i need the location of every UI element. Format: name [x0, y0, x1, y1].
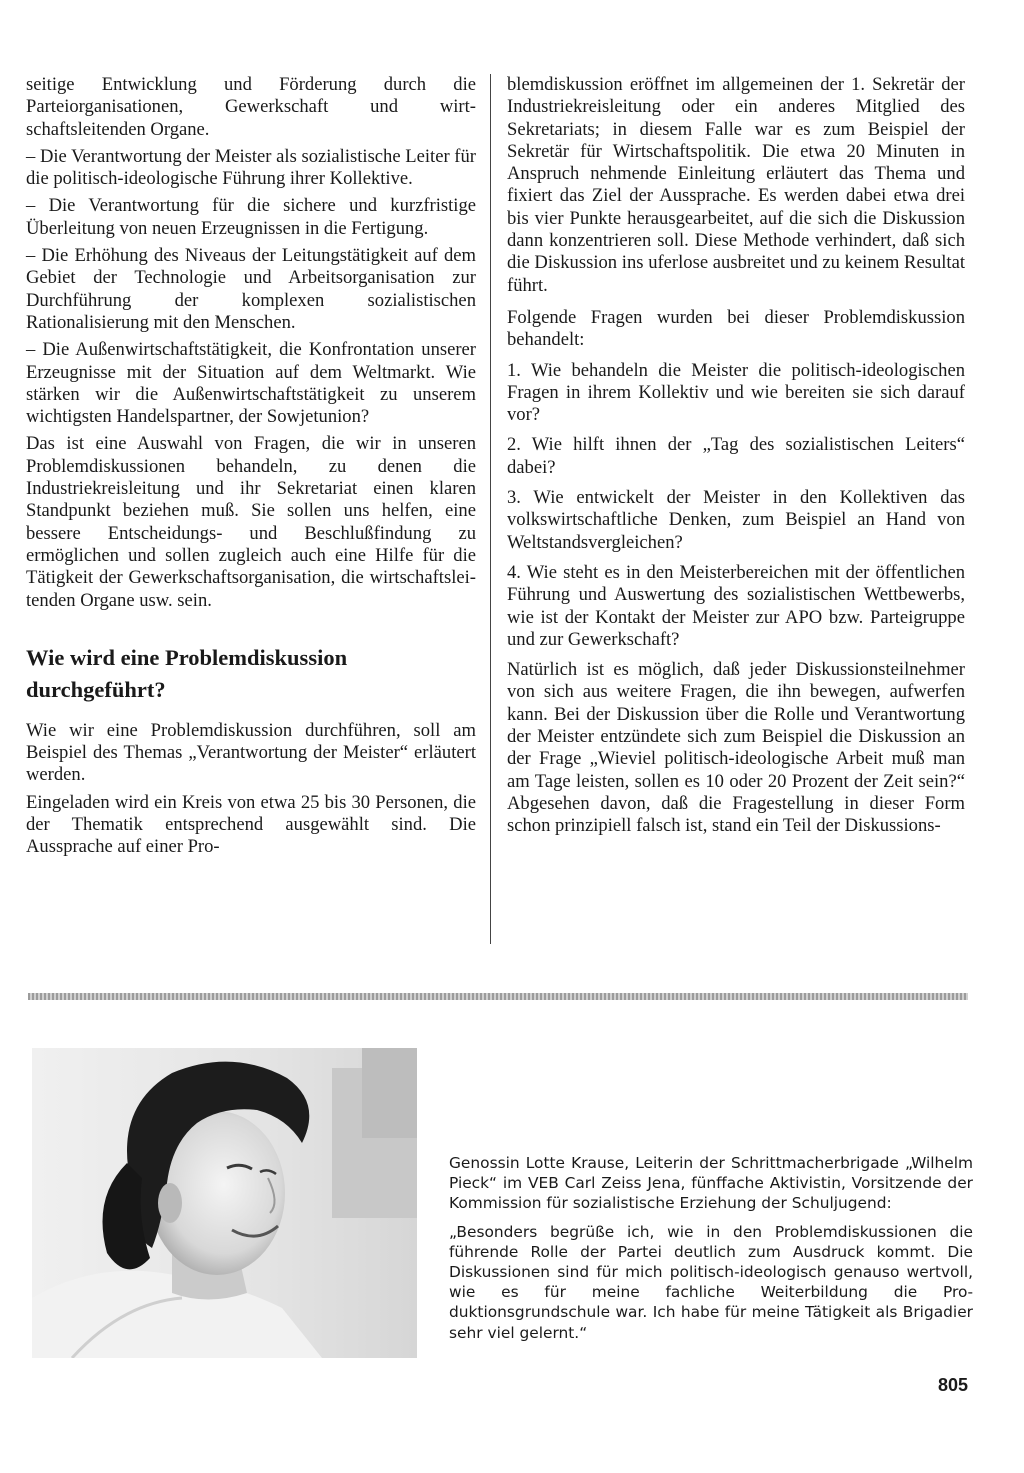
list-item: – Die Erhöhung des Niveaus der Leitungstätigkeit auf dem Gebiet der Technologie und Arbeitsorganisation zur Durchführung der komplexen sozialistischen Rationalisierung mit den Menschen.	[26, 245, 476, 333]
paragraph: seitige Entwicklung und Förderung durch die Parteiorganisationen, Gewerkschaft und wirtschaftsleitenden Organe.	[26, 74, 476, 140]
question-item: 4. Wie steht es in den Meisterbereichen mit der öffentlichen Führung und Auswertung des sozialistischen Wettbewerbs, wie ist der Kontakt der Meister zur APO bzw. Parteigruppe und zur Gewerkschaft?	[507, 561, 965, 650]
question-item: 2. Wie hilft ihnen der „Tag des sozialistischen Leiters“ dabei?	[507, 434, 965, 478]
list-item: – Die Verantwortung der Meister als sozialistische Leiter für die politisch-ideologische Führung ihrer Kollektive.	[26, 145, 476, 190]
left-column	[26, 74, 476, 864]
paragraph: Wie wir eine Problemdiskussion durchführen, soll am Beispiel des Themas „Verantwortung der Meister“ erläutert werden.	[26, 719, 476, 786]
page-number: 805	[938, 1375, 969, 1395]
caption-intro: Genossin Lotte Krause, Leiterin der Schrittmacherbrigade „Wilhelm Pieck“ im VEB Carl Zeiss Jena, fünffache Aktivistin, Vorsitzende der Kommission für sozialistische Erziehung der Schuljugend:	[449, 1154, 973, 1213]
column-divider	[490, 74, 491, 944]
right-column	[507, 74, 965, 843]
horizontal-rule	[28, 993, 968, 1000]
paragraph: Natürlich ist es möglich, daß jeder Diskussionsteilnehmer von sich aus weitere Fragen, die ihn bewegen, aufwerfen kann. Bei der Diskussion über die Rolle und Verantwortung der Meister entzündete sich zum Beispiel die Diskussion an der Frage „Wieviel politisch-ideologische Arbeit muß man am Tage leisten, sollen es 10 oder 20 Prozent der Zeit sein?“ Abgesehen davon, daß die Fragestellung in dieser Form schon prinzipiell falsch ist, stand ein Teil der Diskussions-	[507, 659, 965, 837]
list-item: – Die Außenwirtschaftstätigkeit, die Konfrontation unserer Erzeugnisse mit der Situation auf dem Weltmarkt. Wie stärken wir die Außenwirtschaftstätigkeit zu unserem wichtigsten Handelspartner, der Sowjetunion?	[26, 339, 476, 428]
list-item: – Die Verantwortung für die sichere und kurzfristige Überleitung von neuen Erzeugnissen in die Fertigung.	[26, 195, 476, 239]
photo-caption	[449, 1153, 973, 1351]
question-item: 3. Wie entwickelt der Meister in den Kollektiven das volkswirtschaftliche Denken, zum Beispiel an Hand von Weltstandsvergleichen?	[507, 487, 965, 553]
section-heading: Wie wird eine Problemdiskussion durchgeführt?	[26, 644, 348, 702]
portrait-photo	[32, 1048, 417, 1358]
paragraph: blemdiskussion eröffnet im allgemeinen der 1. Sekretär der Industriekreisleitung oder ein anderes Mitglied des Sekretariats; in diesem Falle war es zum Beispiel der Sekretär für Wirtschaftspolitik. Die etwa 20 Minuten in Anspruch nehmende Einleitung erläutert das Thema und fixiert das Ziel der Aussprache. Es werden dabei etwa drei bis vier Punkte herausgearbeitet, auf die sich die Diskussion dann konzentrieren soll. Diese Methode verhindert, daß sich die Diskussion ins uferlose ausbreitet und zu keinem Resultat führt.	[507, 74, 965, 296]
paragraph: Eingeladen wird ein Kreis von etwa 25 bis 30 Personen, die der Thematik entsprechend ausgewählt sind. Die Aussprache auf einer Pro-	[26, 791, 476, 858]
question-item: 1. Wie behandeln die Meister die politisch-ideologischen Fragen in ihrem Kollektiv und wie bereiten sie sich darauf vor?	[507, 359, 965, 426]
paragraph: Das ist eine Auswahl von Fragen, die wir in unseren Problemdiskussionen behandeln, zu denen die Industriekreisleitung und ihr Sekretariat einen klaren Standpunkt beziehen muß. Sie sollen uns helfen, eine bessere Entscheidungs- und Beschlußfindung zu ermöglichen und sollen zugleich auch eine Hilfe für die Tätigkeit der Gewerkschaftsorganisation, die wirtschaftsleitenden Organe usw. sein.	[26, 433, 476, 611]
paragraph: Folgende Fragen wurden bei dieser Problemdiskussion behandelt:	[507, 306, 965, 351]
caption-quote: „Besonders begrüße ich, wie in den Problemdiskussionen die führende Rolle der Partei deutlich zum Ausdruck kommt. Die Diskussionen sind für mich politisch-ideologisch genauso wertvoll, wie es für meine fachliche Weiterbildung die Produktionsgrundschule war. Ich habe für meine Tätigkeit als Brigadier sehr viel gelernt.“	[449, 1222, 973, 1342]
